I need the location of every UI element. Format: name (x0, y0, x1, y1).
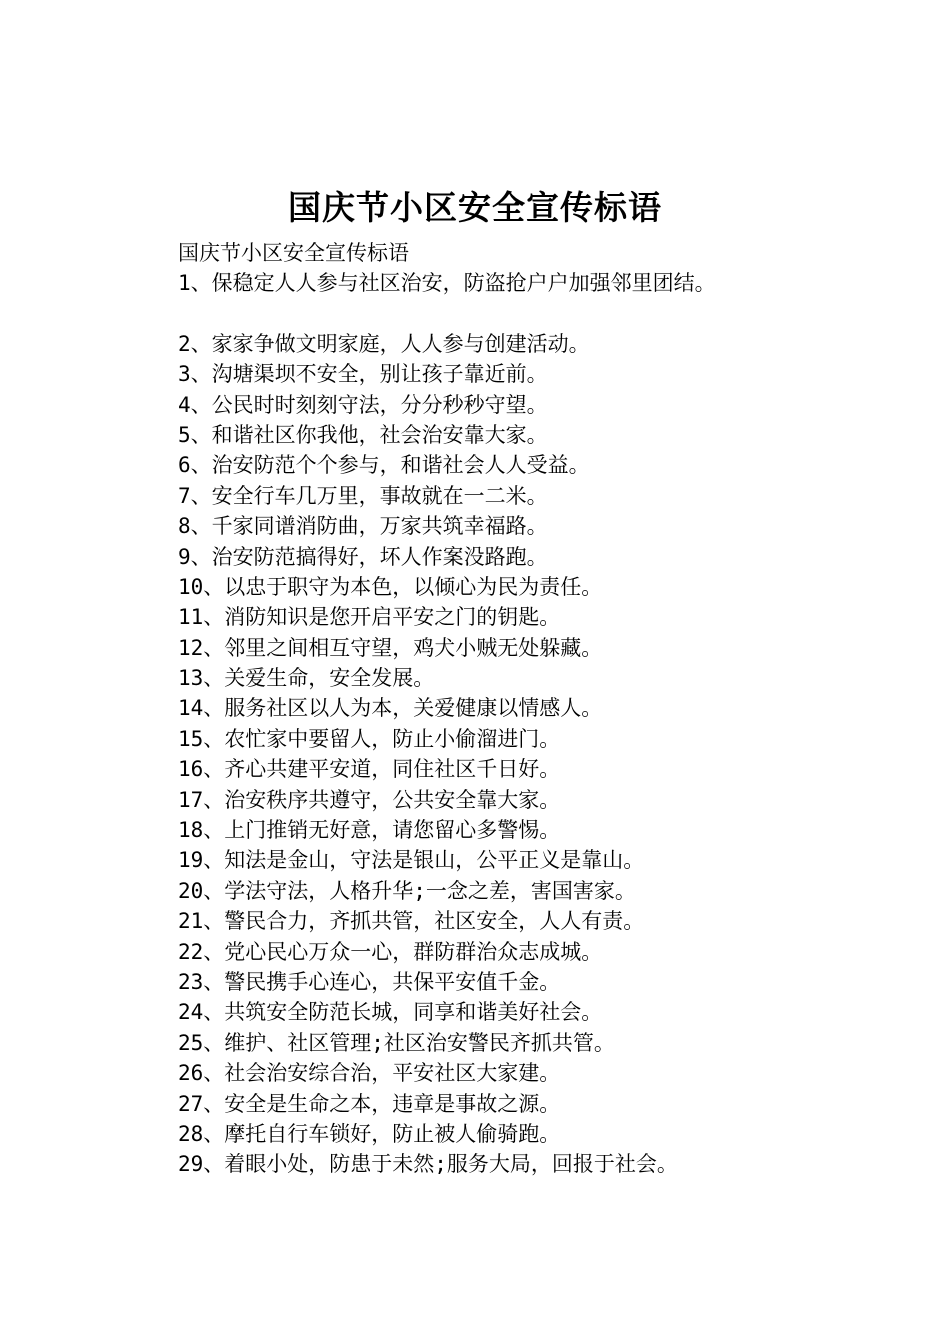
slogan-item: 18、上门推销无好意，请您留心多警惕。 (178, 818, 561, 843)
slogan-item: 21、警民合力，齐抓共管，社区安全，人人有责。 (178, 909, 645, 934)
slogan-item: 10、以忠于职守为本色，以倾心为民为责任。 (178, 574, 603, 599)
slogan-item: 2、家家争做文明家庭，人人参与创建活动。 (178, 331, 590, 356)
slogan-item: 12、邻里之间相互守望，鸡犬小贼无处躲藏。 (178, 635, 603, 660)
slogan-item: 16、齐心共建平安道，同住社区千日好。 (178, 757, 561, 782)
slogan-item: 11、消防知识是您开启平安之门的钥匙。 (178, 605, 561, 630)
slogan-item: 26、社会治安综合治，平安社区大家建。 (178, 1061, 561, 1086)
slogan-item: 14、服务社区以人为本，关爱健康以情感人。 (178, 696, 603, 721)
slogan-item: 3、沟塘渠坝不安全，别让孩子靠近前。 (178, 362, 548, 387)
slogan-item: 25、维护、社区管理;社区治安警民齐抓共管。 (178, 1030, 615, 1055)
slogan-item: 9、治安防范搞得好，坏人作案没路跑。 (178, 544, 548, 569)
slogan-item: 17、治安秩序共遵守，公共安全靠大家。 (178, 787, 561, 812)
document-title: 国庆节小区安全宣传标语 (288, 188, 662, 227)
slogan-item: 1、保稳定人人参与社区治安，防盗抢户户加强邻里团结。 (178, 271, 716, 296)
slogan-item: 22、党心民心万众一心，群防群治众志成城。 (178, 939, 603, 964)
slogan-item: 5、和谐社区你我他，社会治安靠大家。 (178, 422, 548, 447)
slogan-item: 23、警民携手心连心，共保平安值千金。 (178, 969, 561, 994)
slogan-item: 28、摩托自行车锁好，防止被人偷骑跑。 (178, 1121, 561, 1146)
paragraph-gap (178, 299, 918, 329)
slogan-item: 7、安全行车几万里，事故就在一二米。 (178, 483, 548, 508)
slogan-item: 8、千家同谱消防曲，万家共筑幸福路。 (178, 514, 548, 539)
slogan-item: 20、学法守法，人格升华;一念之差，害国害家。 (178, 878, 636, 903)
slogan-item: 4、公民时时刻刻守法，分分秒秒守望。 (178, 392, 548, 417)
document-body (178, 238, 918, 1180)
document-subtitle: 国庆节小区安全宣传标语 (178, 241, 409, 265)
slogan-item: 24、共筑安全防范长城，同享和谐美好社会。 (178, 1000, 603, 1025)
slogan-item: 6、治安防范个个参与，和谐社会人人受益。 (178, 453, 590, 478)
slogan-list (178, 329, 918, 1180)
slogan-item: 27、安全是生命之本，违章是事故之源。 (178, 1091, 561, 1116)
slogan-item: 29、着眼小处，防患于未然;服务大局，回报于社会。 (178, 1152, 678, 1177)
slogan-item: 15、农忙家中要留人，防止小偷溜进门。 (178, 726, 561, 751)
slogan-item: 19、知法是金山，守法是银山，公平正义是靠山。 (178, 848, 645, 873)
slogan-item: 13、关爱生命，安全发展。 (178, 666, 435, 691)
